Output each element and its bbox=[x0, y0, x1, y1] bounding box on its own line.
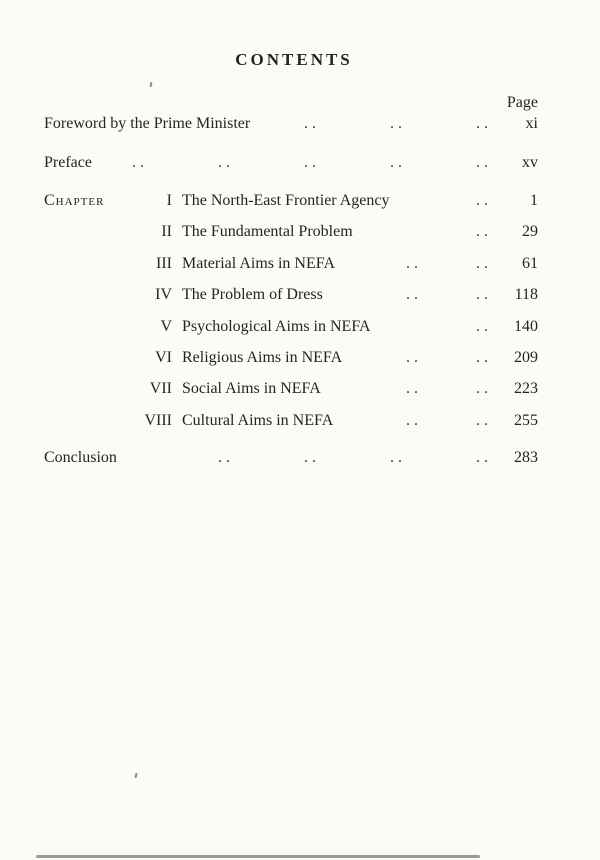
toc-entry-chapter-1 bbox=[44, 185, 538, 216]
toc-entry-chapter-3 bbox=[44, 248, 538, 279]
entry-page-number: 1 bbox=[530, 192, 538, 209]
toc-entry-preface bbox=[44, 154, 538, 172]
chapter-list bbox=[44, 185, 538, 436]
chapter-numeral: III bbox=[156, 254, 172, 272]
entry-page-number: 140 bbox=[514, 317, 538, 335]
chapter-title: The North-East Frontier Agency bbox=[182, 192, 390, 209]
entry-page-number: 29 bbox=[522, 223, 538, 241]
dot-leader: .. .. .. .. bbox=[218, 449, 492, 467]
dot-leader: .. .. bbox=[406, 411, 492, 429]
dot-leader: .. .. bbox=[406, 286, 492, 304]
dot-leader: .. .. .. bbox=[304, 115, 492, 132]
toc-entry-chapter-5 bbox=[44, 311, 538, 342]
page-column-header: Page bbox=[506, 94, 538, 111]
entry-label: Foreword by the Prime Minister bbox=[44, 115, 251, 132]
chapter-numeral: VI bbox=[155, 348, 172, 366]
chapter-title: Cultural Aims in NEFA bbox=[182, 411, 334, 429]
chapter-numeral: II bbox=[161, 223, 172, 241]
toc-entry-conclusion bbox=[44, 449, 538, 467]
chapter-numeral: I bbox=[166, 192, 172, 209]
dot-leader: .. .. .. .. .. bbox=[132, 154, 492, 171]
entry-label: Conclusion bbox=[44, 449, 117, 467]
chapter-heading-label: Chapter bbox=[44, 192, 105, 209]
toc-entry-chapter-6 bbox=[44, 342, 538, 373]
chapter-numeral: IV bbox=[155, 286, 172, 304]
dot-leader: .. bbox=[476, 192, 492, 209]
entry-page-number: 223 bbox=[514, 380, 538, 398]
chapter-numeral: VIII bbox=[144, 411, 172, 429]
toc-entry-chapter-2 bbox=[44, 216, 538, 247]
dot-leader: .. bbox=[476, 223, 492, 241]
entry-page-number: xv bbox=[522, 154, 538, 171]
dot-leader: .. .. bbox=[406, 380, 492, 398]
entry-page-number: xi bbox=[525, 115, 538, 132]
chapter-title: The Fundamental Problem bbox=[182, 223, 353, 241]
toc-entry-chapter-4 bbox=[44, 279, 538, 310]
entry-page-number: 283 bbox=[514, 449, 538, 467]
toc-entry-foreword bbox=[44, 115, 538, 133]
chapter-title: Religious Aims in NEFA bbox=[182, 348, 343, 366]
entry-page-number: 255 bbox=[514, 411, 538, 429]
dot-leader: .. .. bbox=[406, 254, 492, 272]
entry-page-number: 61 bbox=[522, 254, 538, 272]
chapter-title: The Problem of Dress bbox=[182, 286, 323, 304]
toc-entry-chapter-7 bbox=[44, 373, 538, 404]
chapter-numeral: VII bbox=[149, 380, 172, 398]
dot-leader: .. bbox=[476, 317, 492, 335]
chapter-title: Material Aims in NEFA bbox=[182, 254, 336, 272]
scan-artifact bbox=[135, 773, 138, 778]
entry-label: Preface bbox=[44, 154, 92, 171]
chapter-title: Social Aims in NEFA bbox=[182, 380, 321, 398]
entry-page-number: 118 bbox=[514, 286, 538, 304]
chapter-numeral: V bbox=[160, 317, 172, 335]
entry-page-number: 209 bbox=[514, 348, 538, 366]
chapter-title: Psychological Aims in NEFA bbox=[182, 317, 371, 335]
contents-title: CONTENTS bbox=[235, 50, 353, 69]
toc-entry-chapter-8 bbox=[44, 405, 538, 436]
scan-edge-shadow bbox=[36, 855, 480, 858]
dot-leader: .. .. bbox=[406, 348, 492, 366]
